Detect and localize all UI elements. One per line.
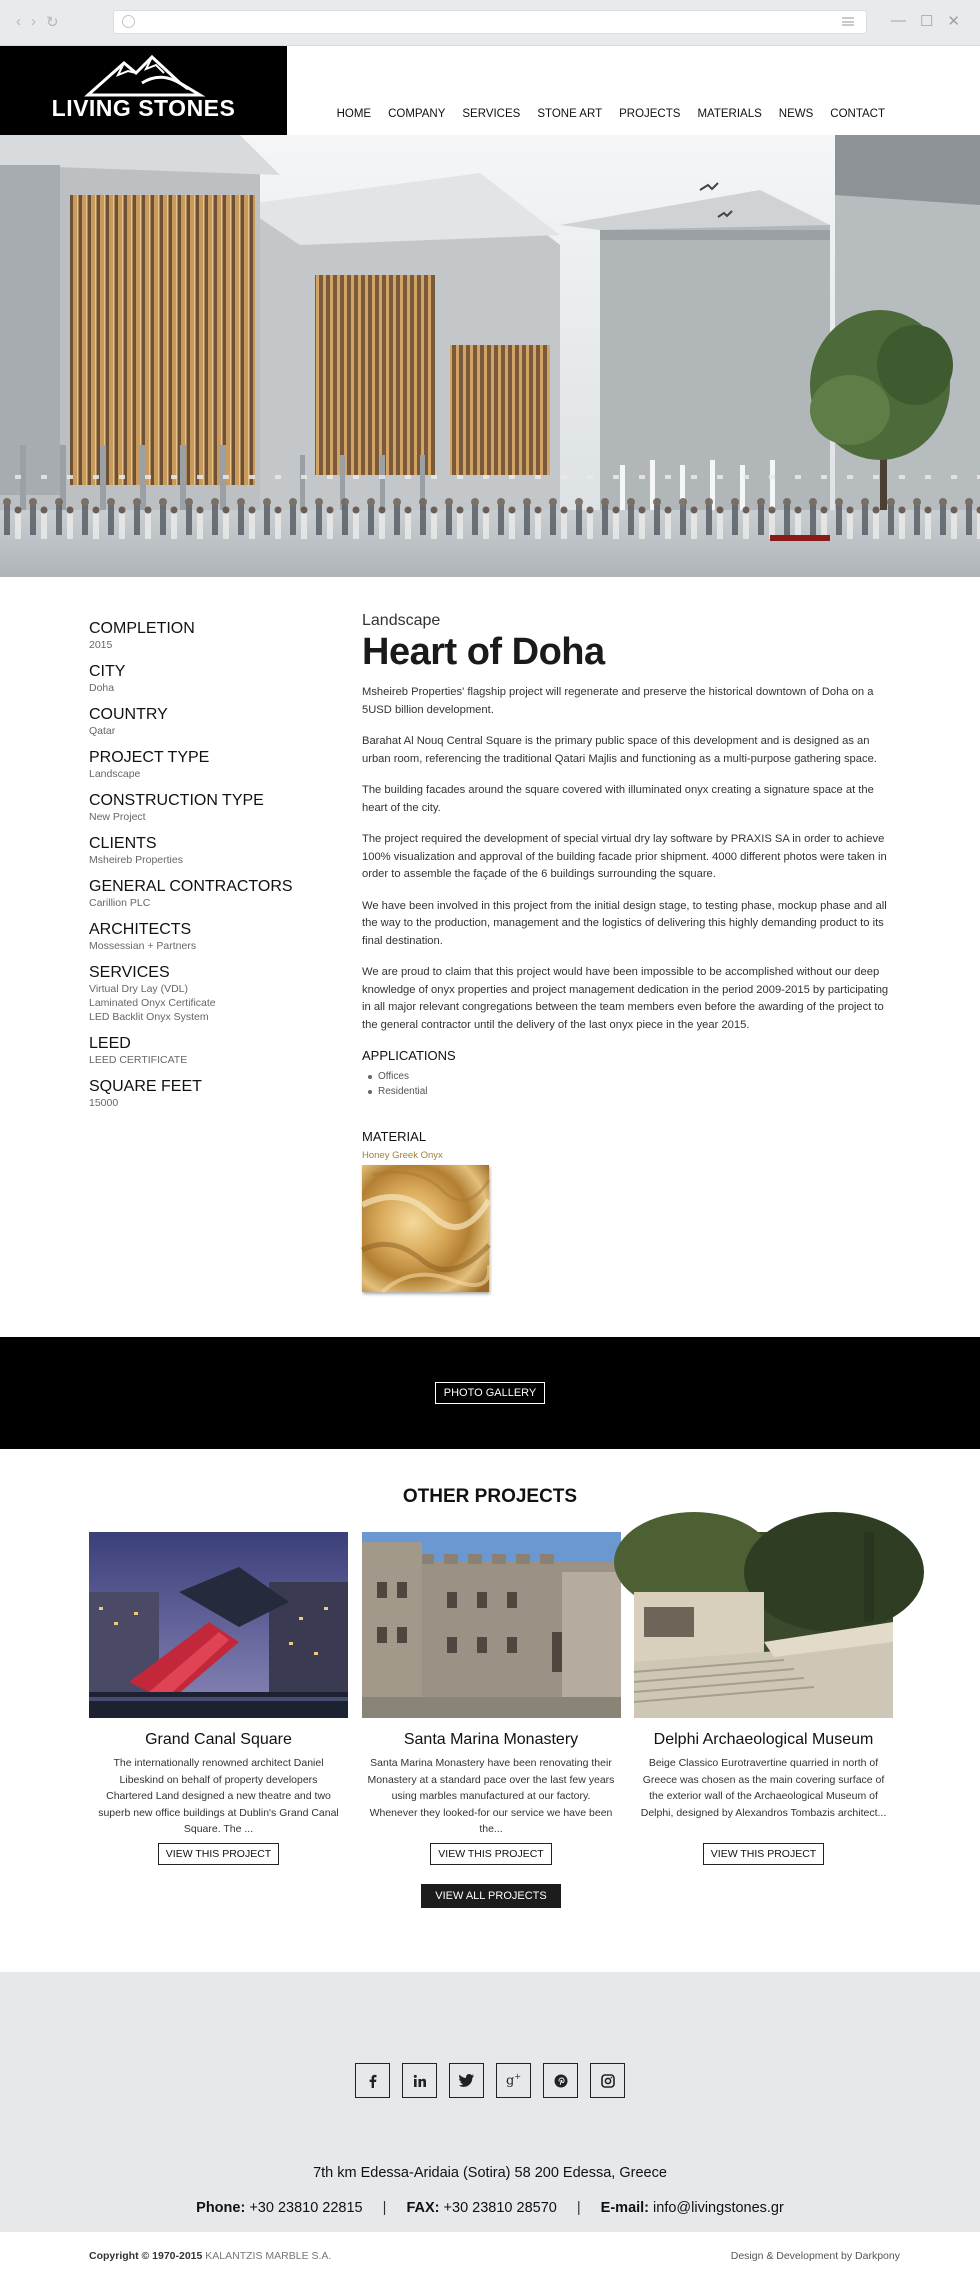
spec-label: PROJECT TYPE	[89, 749, 210, 766]
spec-clients	[89, 835, 339, 867]
minimize-icon[interactable]: —	[890, 12, 906, 29]
other-projects-list	[89, 1532, 893, 1865]
spec-construction-type	[89, 792, 339, 824]
globe-icon	[122, 15, 135, 28]
project-card-text: Santa Marina Monastery have been renovating their Monastery at a standard pace over the last few years using marbles manufactured at our factory. Whenever they looked-for our service we have been the...	[367, 1757, 615, 1835]
facebook-icon[interactable]	[355, 2063, 390, 2098]
nav-stone-art[interactable]: STONE ART	[537, 108, 603, 120]
footer-address: 7th km Edessa-Aridaia (Sotira) 58 200 Edessa, Greece	[313, 2165, 667, 2181]
spec-square-feet	[89, 1078, 339, 1110]
footer-contacts	[0, 2200, 980, 2216]
project-paragraph: Barahat Al Nouq Central Square is the primary public space of this development and is designed as an urban room, referencing the traditional Qatari Majlis and functioning as a multi-purpose gathering space.	[362, 735, 877, 765]
material-name-link[interactable]: Honey Greek Onyx	[362, 1150, 443, 1161]
nav-company[interactable]: COMPANY	[388, 108, 446, 120]
project-card-text: Beige Classico Eurotravertine quarried in north of Greece was chosen as the main covering surface of the exterior wall of the Archaeological Museum of Delphi, designed by Alexandros Tombazis architect...	[640, 1757, 887, 1819]
email-label: E-mail:	[600, 2200, 650, 2216]
project-card-grand-canal	[89, 1532, 348, 1865]
view-all-projects-button[interactable]: VIEW ALL PROJECTS	[421, 1884, 561, 1908]
project-card-title[interactable]: Grand Canal Square	[145, 1731, 292, 1748]
spec-label: SQUARE FEET	[89, 1078, 202, 1095]
nav-home[interactable]: HOME	[336, 108, 372, 120]
project-card-title[interactable]: Santa Marina Monastery	[403, 1731, 579, 1748]
separator: |	[382, 2200, 387, 2216]
phone-number[interactable]: +30 23810 22815	[249, 2200, 363, 2216]
pinterest-icon[interactable]	[543, 2063, 578, 2098]
project-content	[362, 612, 894, 1292]
phone-label: Phone:	[196, 2200, 246, 2216]
spec-city	[89, 663, 339, 695]
spec-architects	[89, 921, 339, 953]
fax-label: FAX:	[406, 2200, 440, 2216]
spec-value: Carillion PLC	[89, 897, 151, 909]
spec-value: Mossessian + Partners	[89, 940, 197, 952]
spec-completion	[89, 620, 339, 652]
spec-label: LEED	[89, 1035, 131, 1052]
spec-label: SERVICES	[89, 964, 170, 981]
application-item: Offices	[378, 1069, 894, 1084]
material-heading: MATERIAL	[362, 1129, 427, 1144]
project-card-image[interactable]	[362, 1532, 621, 1718]
photo-gallery-band	[0, 1337, 980, 1449]
project-title: Heart of Doha	[362, 631, 605, 673]
spec-value: Doha	[89, 682, 115, 694]
view-project-button[interactable]: VIEW THIS PROJECT	[703, 1843, 824, 1865]
site-footer	[0, 1972, 980, 2232]
separator: |	[576, 2200, 581, 2216]
email-link[interactable]: info@livingstones.gr	[653, 2200, 784, 2216]
nav-news[interactable]: NEWS	[778, 108, 814, 120]
site-header	[0, 46, 980, 135]
linkedin-icon[interactable]	[402, 2063, 437, 2098]
site-logo[interactable]	[0, 46, 287, 135]
project-card-text: The internationally renowned architect Daniel Libeskind on behalf of property developers Chartered Land designed a new theatre and two superb new office buildings at Dublin's Grand Canal Square. The ...	[98, 1757, 339, 1835]
project-card-santa-marina	[362, 1532, 621, 1865]
forward-icon[interactable]: ›	[31, 13, 36, 30]
footer-bottom-bar	[0, 2232, 980, 2278]
window-controls	[891, 12, 960, 30]
applications-list	[362, 1069, 894, 1099]
spec-leed	[89, 1035, 339, 1067]
project-paragraph: The project required the development of special virtual dry lay software by PRAXIS SA in order to achieve 100% visualization and approval of the building facade prior shipment. 4000 different photos were taken in order to assemble the façade of the 6 buildings surrounding the square.	[362, 833, 887, 880]
social-links	[0, 2063, 980, 2098]
spec-country	[89, 706, 339, 738]
nav-projects[interactable]: PROJECTS	[619, 108, 681, 120]
spec-general-contractors	[89, 878, 339, 910]
spec-label: ARCHITECTS	[89, 921, 192, 938]
spec-value: LED Backlit Onyx System	[89, 1011, 209, 1023]
nav-contact[interactable]: CONTACT	[830, 108, 885, 120]
spec-value: 2015	[89, 639, 113, 651]
developer-credit[interactable]: Design & Development by Darkpony	[730, 2250, 900, 2262]
copyright-text: Copyright © 1970-2015	[89, 2250, 203, 2262]
reload-icon[interactable]: ↻	[46, 14, 59, 31]
project-specs	[89, 620, 339, 1121]
menu-icon[interactable]	[842, 17, 854, 26]
close-icon[interactable]: ✕	[947, 13, 960, 30]
project-paragraph: We have been involved in this project from the initial design stage, to testing phase, mockup phase and all the way to the production, management and the logistics of delivering this highly demanding product to its final destination.	[362, 899, 887, 947]
project-paragraph: We are proud to claim that this project would have been impossible to be accomplished without our deep knowledge of onyx properties and project management dedication in the period 2009-2015 by participating in all major relevant congregations between the team members even before the awarding of the project to the general contractor until the delivery of the last onyx piece in the year 2015.	[362, 966, 889, 1031]
project-card-title[interactable]: Delphi Archaeological Museum	[653, 1731, 874, 1748]
back-icon[interactable]: ‹	[16, 13, 21, 30]
spec-label: CLIENTS	[89, 835, 157, 852]
project-paragraph: Msheireb Properties' flagship project will regenerate and preserve the historical downtown of Doha on a 5USD billion development.	[362, 686, 874, 716]
spec-value: New Project	[89, 811, 146, 823]
hero-image	[0, 135, 980, 577]
spec-label: GENERAL CONTRACTORS	[89, 878, 293, 895]
mountain-logo-icon	[84, 53, 204, 97]
material-swatch[interactable]	[362, 1165, 489, 1292]
spec-label: COMPLETION	[89, 620, 195, 637]
spec-label: CITY	[89, 663, 126, 680]
spec-services	[89, 964, 339, 1024]
project-card-image[interactable]	[634, 1532, 893, 1718]
browser-nav	[16, 13, 59, 31]
spec-label: CONSTRUCTION TYPE	[89, 792, 264, 809]
applications-heading: APPLICATIONS	[362, 1048, 456, 1063]
nav-services[interactable]: SERVICES	[462, 108, 521, 120]
spec-project-type	[89, 749, 339, 781]
spec-value: LEED CERTIFICATE	[89, 1054, 188, 1066]
fax-number: +30 23810 28570	[443, 2200, 557, 2216]
project-card-delphi	[634, 1532, 893, 1865]
spec-value: Virtual Dry Lay (VDL)	[89, 983, 189, 995]
project-card-image[interactable]	[89, 1532, 348, 1718]
spec-value: 15000	[89, 1097, 119, 1109]
google-plus-icon[interactable]: g+	[496, 2063, 531, 2098]
address-bar[interactable]	[113, 10, 867, 34]
instagram-icon[interactable]	[590, 2063, 625, 2098]
other-projects-heading: OTHER PROJECTS	[402, 1486, 578, 1507]
company-name: KALANTZIS MARBLE S.A.	[205, 2250, 332, 2262]
spec-value: Msheireb Properties	[89, 854, 183, 866]
maximize-icon[interactable]: ☐	[919, 13, 934, 30]
view-project-button[interactable]: VIEW THIS PROJECT	[430, 1843, 551, 1865]
project-category: Landscape	[362, 612, 441, 629]
project-paragraph: The building facades around the square covered with illuminated onyx creating a signature space at the heart of the city.	[362, 784, 874, 814]
copyright	[89, 2250, 331, 2262]
view-project-button[interactable]: VIEW THIS PROJECT	[158, 1843, 279, 1865]
photo-gallery-button[interactable]: PHOTO GALLERY	[435, 1382, 546, 1404]
nav-materials[interactable]: MATERIALS	[697, 108, 762, 120]
logo-text: LIVING STONES	[51, 95, 236, 121]
application-item: Residential	[378, 1084, 894, 1099]
spec-label: COUNTRY	[89, 706, 168, 723]
browser-chrome	[0, 0, 980, 46]
twitter-icon[interactable]	[449, 2063, 484, 2098]
spec-value: Qatar	[89, 725, 116, 737]
main-nav	[337, 108, 885, 120]
spec-value: Landscape	[89, 768, 141, 780]
spec-value: Laminated Onyx Certificate	[89, 997, 216, 1009]
